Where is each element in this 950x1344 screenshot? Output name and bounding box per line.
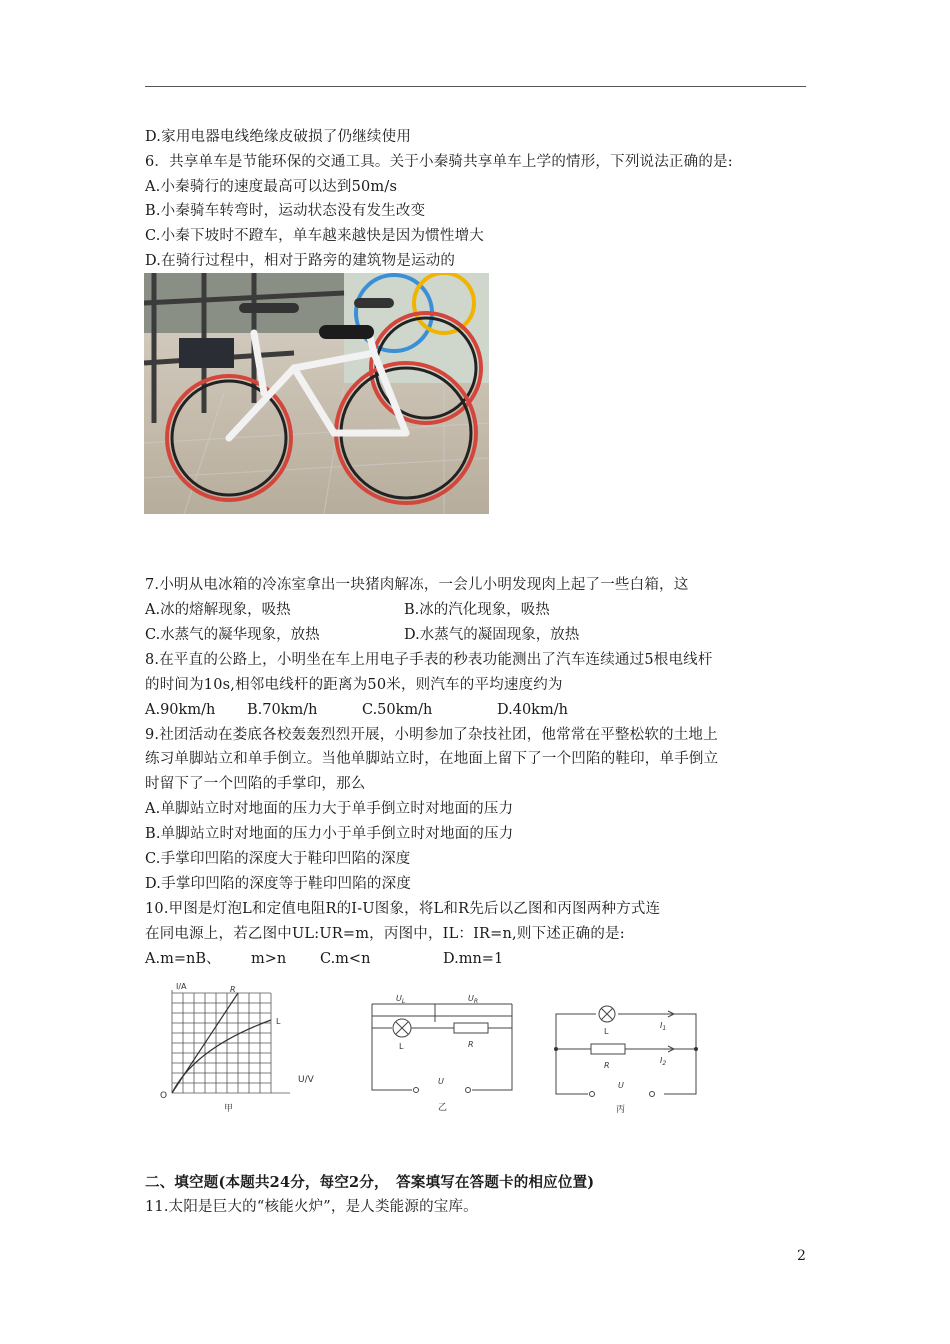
series-circuit-figure [362,992,522,1116]
graph-l-label: L [276,1017,281,1026]
bicycle-photo [144,273,489,514]
parallel-resistor-icon [591,1044,625,1054]
graph-origin: O [160,1091,168,1101]
q9-option-d: D.手掌印凹陷的深度等于鞋印凹陷的深度 [145,876,412,892]
series-ur-label: $U_R$ [468,994,479,1005]
q6-option-d: D.在骑行过程中，相对于路旁的建筑物是运动的 [145,253,456,269]
series-caption: 乙 [438,1103,448,1113]
q11-stem: 11.太阳是巨大的“核能火炉”，是人类能源的宝库。 [145,1199,478,1215]
series-resistor-label: R [468,1040,474,1049]
iu-graph-figure [150,978,320,1118]
series-lamp-label: L [399,1042,404,1051]
q8-option-a: A.90km/h [145,702,216,718]
graph-caption: 甲 [224,1104,234,1114]
graph-r-label: R [230,985,236,994]
parallel-caption: 丙 [616,1105,626,1115]
header-rule [145,86,806,87]
q6-stem: 6．共享单车是节能环保的交通工具。关于小秦骑共享单车上学的情形，下列说法正确的是: [145,154,733,170]
page-number: 2 [797,1248,806,1264]
q10-option-c: C.m<n [320,951,371,967]
q7-option-c: C.水蒸气的凝华现象，放热 [145,627,320,643]
q10-option-d: D.mn=1 [443,951,504,967]
q9-option-a: A.单脚站立时对地面的压力大于单手倒立时对地面的压力 [145,801,514,817]
series-ul-label: $U_L$ [396,994,406,1005]
parallel-junction-right-icon [694,1047,698,1051]
q9-stem-1: 9.社团活动在娄底各校轰轰烈烈开展，小明参加了杂技社团，他常常在平整松软的土地上 [145,727,718,743]
section-2-heading: 二、填空题(本题共24分，每空2分， 答案填写在答题卡的相应位置) [145,1174,595,1191]
parallel-lamp-label: L [604,1027,609,1036]
q9-stem-3: 时留下了一个凹陷的手掌印，那么 [145,776,366,792]
q6-option-a: A.小秦骑行的速度最高可以达到50m/s [145,179,398,195]
q7-option-b: B.冰的汽化现象，吸热 [404,602,550,618]
q10-stem-2: 在同电源上，若乙图中UL:UR=m，丙图中，IL：IR=n,则下述正确的是: [145,926,625,942]
series-source-label: U [438,1077,444,1086]
graph-x-label: U/V [298,1075,314,1085]
q8-option-d: D.40km/h [497,702,568,718]
q10-stem-1: 10.甲图是灯泡L和定值电阻R的I-U图象，将L和R先后以乙图和丙图两种方式连 [145,901,661,917]
parallel-circuit-figure [548,996,708,1120]
q9-option-c: C.手掌印凹陷的深度大于鞋印凹陷的深度 [145,851,411,867]
q5-option-d: D.家用电器电线绝缘皮破损了仍继续使用 [145,129,412,145]
q10-option-b: m>n [251,951,287,967]
graph-grid [172,990,290,1093]
graph-y-label: I/A [176,982,187,991]
q10-option-a: A.m=nB、 [145,951,221,967]
q8-stem-1: 8.在平直的公路上，小明坐在车上用电子手表的秒表功能测出了汽车连续通过5根电线杆 [145,652,713,668]
parallel-source-label: U [618,1081,624,1090]
q8-option-c: C.50km/h [362,702,433,718]
q6-option-c: C.小秦下坡时不蹬车，单车越来越快是因为惯性增大 [145,228,484,244]
q6-option-b: B.小秦骑车转弯时，运动状态没有发生改变 [145,203,426,219]
q7-option-a: A.冰的熔解现象，吸热 [145,602,291,618]
q8-option-b: B.70km/h [247,702,318,718]
q9-option-b: B.单脚站立时对地面的压力小于单手倒立时对地面的压力 [145,826,514,842]
parallel-i1-label: $I_1$ [660,1021,667,1032]
q8-stem-2: 的时间为10s,相邻电线杆的距离为50米，则汽车的平均速度约为 [145,677,563,693]
q7-stem: 7.小明从电冰箱的冷冻室拿出一块猪肉解冻，一会儿小明发现肉上起了一些白箱，这 [145,577,689,593]
graph-curve-l [172,1020,271,1093]
parallel-resistor-label: R [604,1061,610,1070]
parallel-junction-left-icon [554,1047,558,1051]
parallel-i2-label: $I_2$ [660,1056,667,1067]
q7-option-d: D.水蒸气的凝固现象，放热 [404,627,580,643]
q9-stem-2: 练习单脚站立和单手倒立。当他单脚站立时，在地面上留下了一个凹陷的鞋印，单手倒立 [145,751,719,767]
